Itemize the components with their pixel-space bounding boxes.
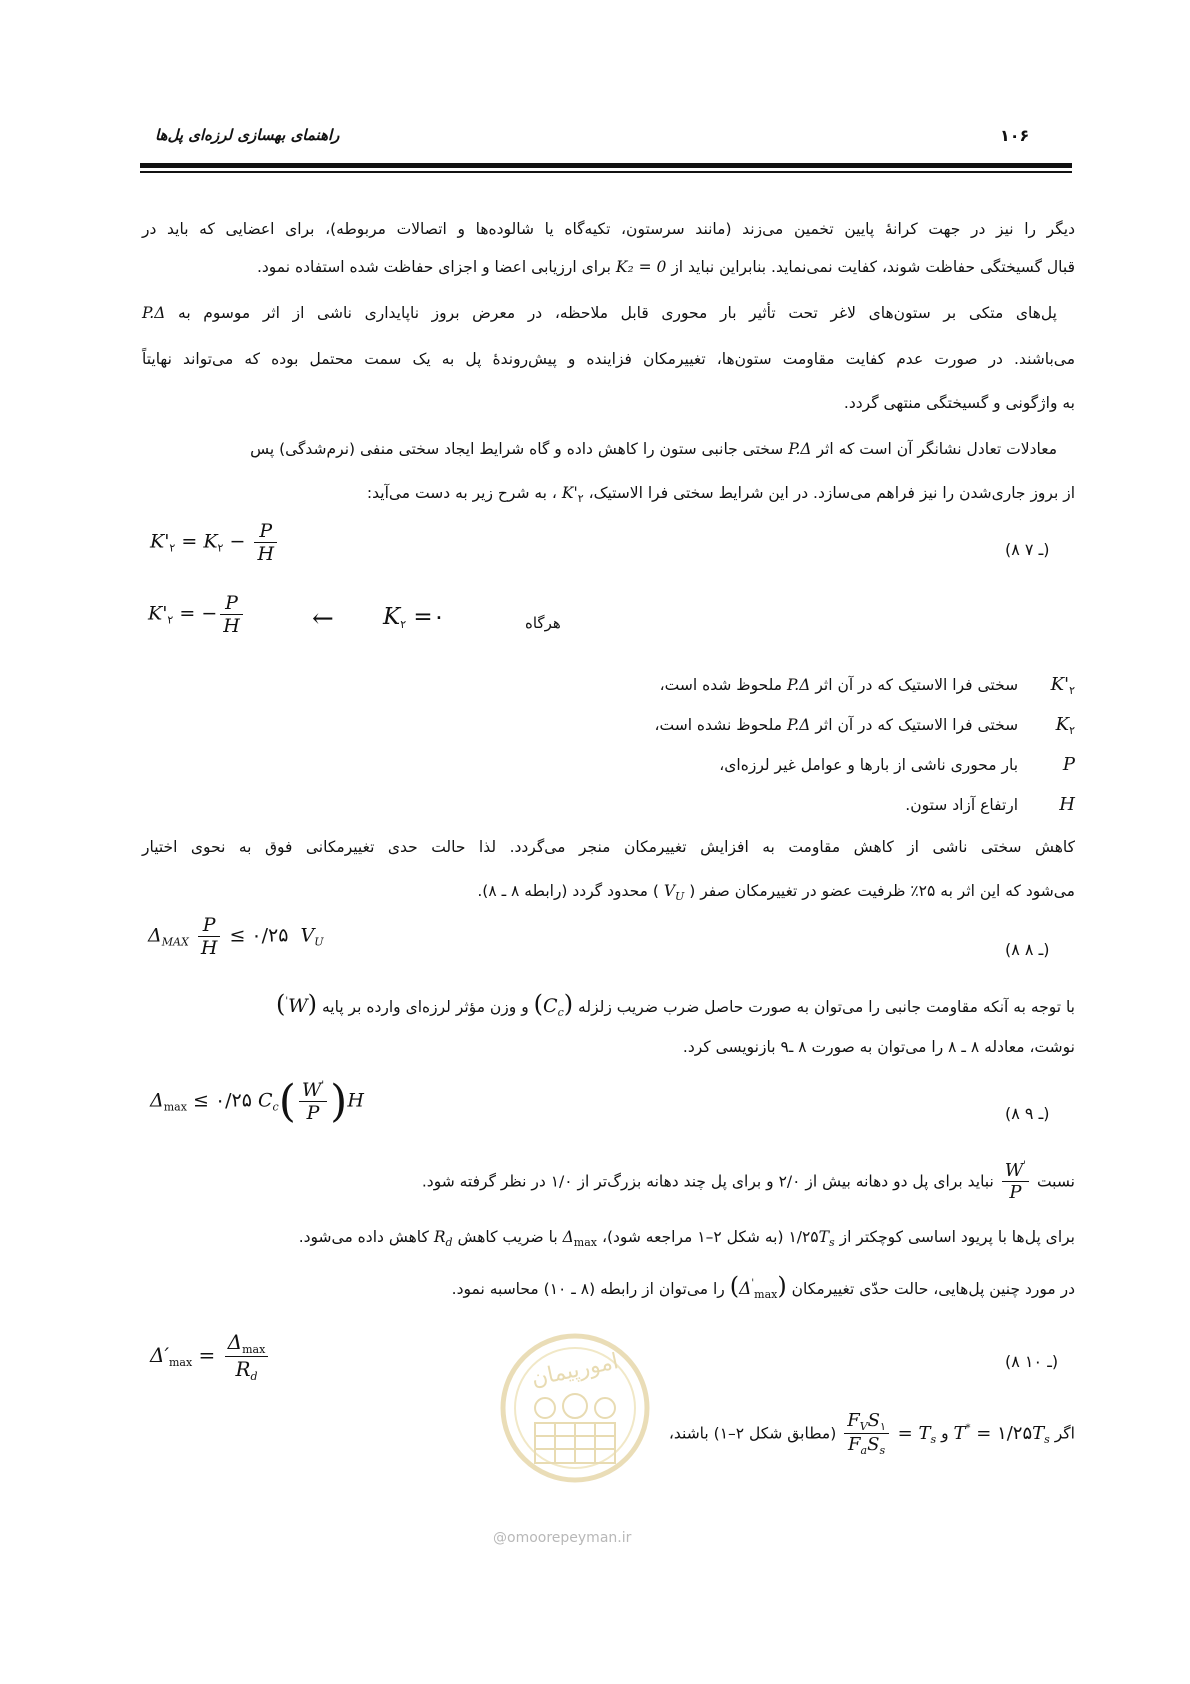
k2-zero-expr: K₂ = 0	[615, 258, 667, 276]
paragraph-line: می‌شود که این اثر به ۲۵٪ ظرفیت عضو در تغییرمکان صفر ( $V_U$ ) محدود گردد (رابطه ۸ ـ ۸).	[477, 882, 1075, 903]
paragraph-line: دیگر را نیز در جهت کرانهٔ پایین تخمین می‌زند (مانند سرستون، تکیه‌گاه یا شالوده‌ها و اتصالات مربوطه)، برای اعضایی که باید در	[142, 220, 1075, 238]
paragraph-line: برای پل‌ها با پریود اساسی کوچکتر از $۱/۲۵T_s$ (به شکل ۲–۱ مراجعه شود)، $\Delta_{max}$ با ضریب کاهش $R_d$ کاهش داده می‌شود.	[298, 1228, 1075, 1249]
running-title: راهنمای بهسازی لرزه‌ای پل‌ها	[155, 126, 340, 144]
paragraph-line: قبال گسیختگی حفاظت شوند، کفایت نمی‌نماید. بنابراین نباید از K₂ = 0 برای ارزیابی اعضا و اجزای حفاظت شده استفاده نمود.	[256, 258, 1075, 276]
if-word: هرگاه	[525, 614, 561, 632]
paragraph-line: می‌باشند. در صورت عدم کفایت مقاومت ستون‌ها، تغییرمکان فزاینده و پیش‌روندهٔ پل به یک سمت محتمل بوده که می‌تواند نهایتاً	[142, 350, 1075, 368]
equation-8-7: $K'_۲ = K_۲$ − $\frac{P}{H}$	[150, 520, 280, 565]
paragraph-line: از بروز جاری‌شدن را نیز فراهم می‌سازد. در این شرایط سختی فرا الاستیک، $K'_۲$ ، به شرح زیر به دست می‌آید:	[366, 484, 1075, 505]
equation-8-10: $\Delta'_{max}$ = $\frac{\Delta_{max}}{R_d}$	[150, 1330, 271, 1383]
watermark-url: @omoorepeyman.ir	[493, 1530, 632, 1546]
definition-k2: $K_۲$ سختی فرا الاستیک که در آن اثر P.Δ ملحوظ نشده است،	[654, 714, 1075, 737]
paragraph-line: کاهش سختی ناشی از کاهش مقاومت به افزایش تغییرمکان منجر می‌گردد. لذا حالت حدی تغییرمکانی فوق به نحوی اختیار	[142, 838, 1075, 856]
equation-number-9: (۸ ـ ۹)	[1005, 1104, 1050, 1123]
paragraph-line: پل‌های متکی بر ستون‌های لاغر تحت تأثیر بار محوری قابل ملاحظه، در معرض بروز ناپایداری ناشی از اثر موسوم به P.Δ	[142, 304, 1057, 322]
paragraph-line: به واژگونی و گسیختگی منتهی گردد.	[843, 394, 1075, 412]
equation-number-10: (۸ ـ ۱۰)	[1005, 1352, 1059, 1371]
equation-number-7: (۸ ـ ۷)	[1005, 540, 1050, 559]
equation-8-9: $\Delta_{max}$ ≤ ۰/۲۵ $C_c$( $\frac{W'}{P}$ )H	[150, 1076, 364, 1127]
equation-number-8: (۸ ـ ۸)	[1005, 940, 1050, 959]
equation-8-8: $\Delta_{MAX}$ $\frac{P}{H}$ ≤ ۰/۲۵ $V_U$	[148, 914, 324, 959]
equation-k2-zero-case: $K'_۲$ = − $\frac{P}{H}$	[148, 592, 246, 637]
paragraph-line: نسبت $\frac{W'}{P}$ نباید برای پل دو دهانه بیش از ۲/۰ و برای پل چند دهانه بزرگ‌تر از ۱/۰ در نظر گرفته شود.	[421, 1160, 1075, 1203]
watermark-seal-graphic	[495, 1328, 655, 1488]
paragraph-line: اگر $T^* = ۱/۲۵T_s$ و $T_s$ = $\frac{F_VS_۱}{F_aS_s}$ (مطابق شکل ۲–۱) باشند،	[668, 1410, 1075, 1457]
definition-k2-prime: $K'_۲$ سختی فرا الاستیک که در آن اثر P.Δ ملحوظ شده است،	[659, 674, 1075, 697]
header-rule-thin	[140, 171, 1072, 173]
paragraph-line: معادلات تعادل نشانگر آن است که اثر P.Δ سختی جانبی ستون را کاهش داده و گاه شرایط ایجاد سختی منفی (نرم‌شدگی) پس	[250, 440, 1057, 458]
paragraph-line: نوشت، معادله ۸ ـ ۸ را می‌توان به صورت ۸ ـ۹ بازنویسی کرد.	[682, 1038, 1075, 1056]
header-rule-thick	[140, 163, 1072, 168]
paragraph-line: با توجه به آنکه مقاومت جانبی را می‌توان به صورت حاصل ضرب ضریب زلزله $(C_c)$ و وزن مؤثر لرزه‌ای وارده بر پایه (W')	[276, 990, 1075, 1019]
arrow-left-icon: ←	[312, 604, 334, 634]
definition-p: P بار محوری ناشی از بارها و عوامل غیر لرزه‌ای،	[719, 754, 1075, 775]
paragraph-line: در مورد چنین پل‌هایی، حالت حدّی تغییرمکان $(\Delta'_{max})$ را می‌توان از رابطه (۸ ـ ۱۰) محاسبه نمود.	[451, 1272, 1075, 1301]
page-number: ۱۰۶	[1000, 126, 1030, 145]
k2-equals-zero: $K_۲$ =۰	[383, 604, 446, 631]
watermark-logo	[495, 1328, 655, 1488]
definition-h: H ارتفاع آزاد ستون.	[905, 794, 1075, 815]
watermark-logo-text: امورپیمان	[529, 1349, 621, 1392]
